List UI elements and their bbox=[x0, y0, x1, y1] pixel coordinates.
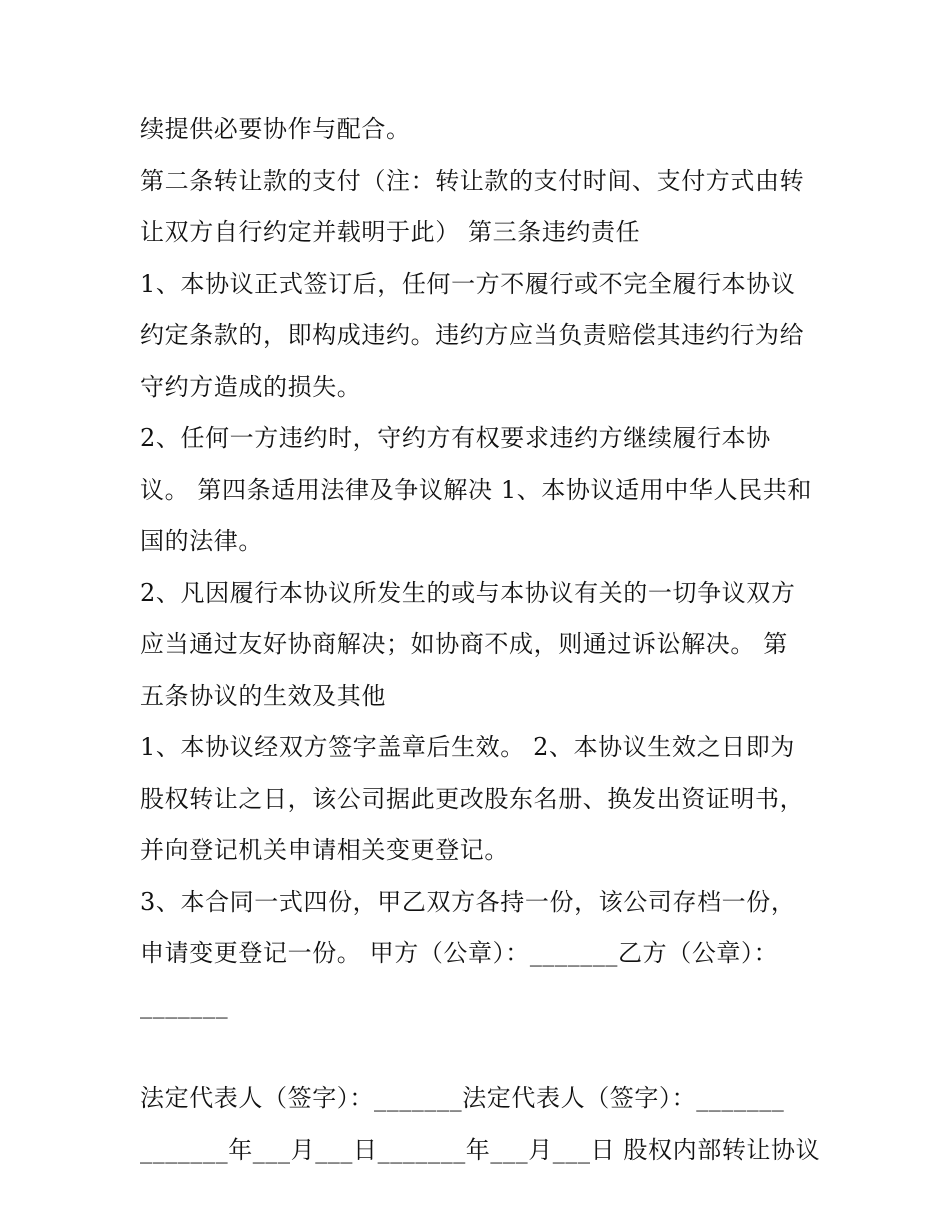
signature-line: _______年___月___日_______年___月___日 股权内部转让协议 bbox=[140, 1135, 821, 1164]
spacer bbox=[140, 1031, 820, 1073]
text-line: 1、本协议经双方签字盖章后生效。 2、本协议生效之日即为 bbox=[140, 733, 795, 761]
text-line: 议。 第四条适用法律及争议解决 1、本协议适用中华人民共和 bbox=[140, 475, 812, 504]
signature-line: 法定代表人（签字）：_______法定代表人（签字）：_______ bbox=[140, 1084, 785, 1112]
text-line: 2、任何一方违约时，守约方有权要求违约方继续履行本协 bbox=[140, 424, 771, 452]
text-line: 并向登记机关申请相关变更登记。 bbox=[140, 836, 509, 864]
text-line: 国的法律。 bbox=[140, 527, 263, 555]
text-line: 1、本协议正式签订后，任何一方不履行或不完全履行本协议 bbox=[140, 269, 796, 298]
text-line: 五条协议的生效及其他 bbox=[140, 681, 386, 710]
text-line: _______ bbox=[140, 990, 229, 1019]
text-line: 约定条款的，即构成违约。违约方应当负责赔偿其违约行为给 bbox=[140, 321, 805, 349]
document-page bbox=[140, 104, 820, 1176]
text-line: 续提供必要协作与配合。 bbox=[140, 115, 411, 143]
text-line: 守约方造成的损失。 bbox=[140, 372, 362, 401]
text-line: 申请变更登记一份。 甲方（公章）：_______乙方（公章）： bbox=[140, 939, 779, 967]
text-line: 应当通过友好协商解决；如协商不成，则通过诉讼解决。 第 bbox=[140, 630, 788, 658]
text-line: 第二条转让款的支付（注：转让款的支付时间、支付方式由转 bbox=[140, 166, 805, 195]
text-line: 2、凡因履行本协议所发生的或与本协议有关的一切争议双方 bbox=[140, 578, 796, 607]
text-line: 3、本合同一式四份，甲乙双方各持一份，该公司存档一份， bbox=[140, 887, 796, 916]
text-line: 股权转让之日，该公司据此更改股东名册、换发出资证明书， bbox=[140, 784, 805, 813]
text-line: 让双方自行约定并载明于此） 第三条违约责任 bbox=[140, 218, 641, 246]
